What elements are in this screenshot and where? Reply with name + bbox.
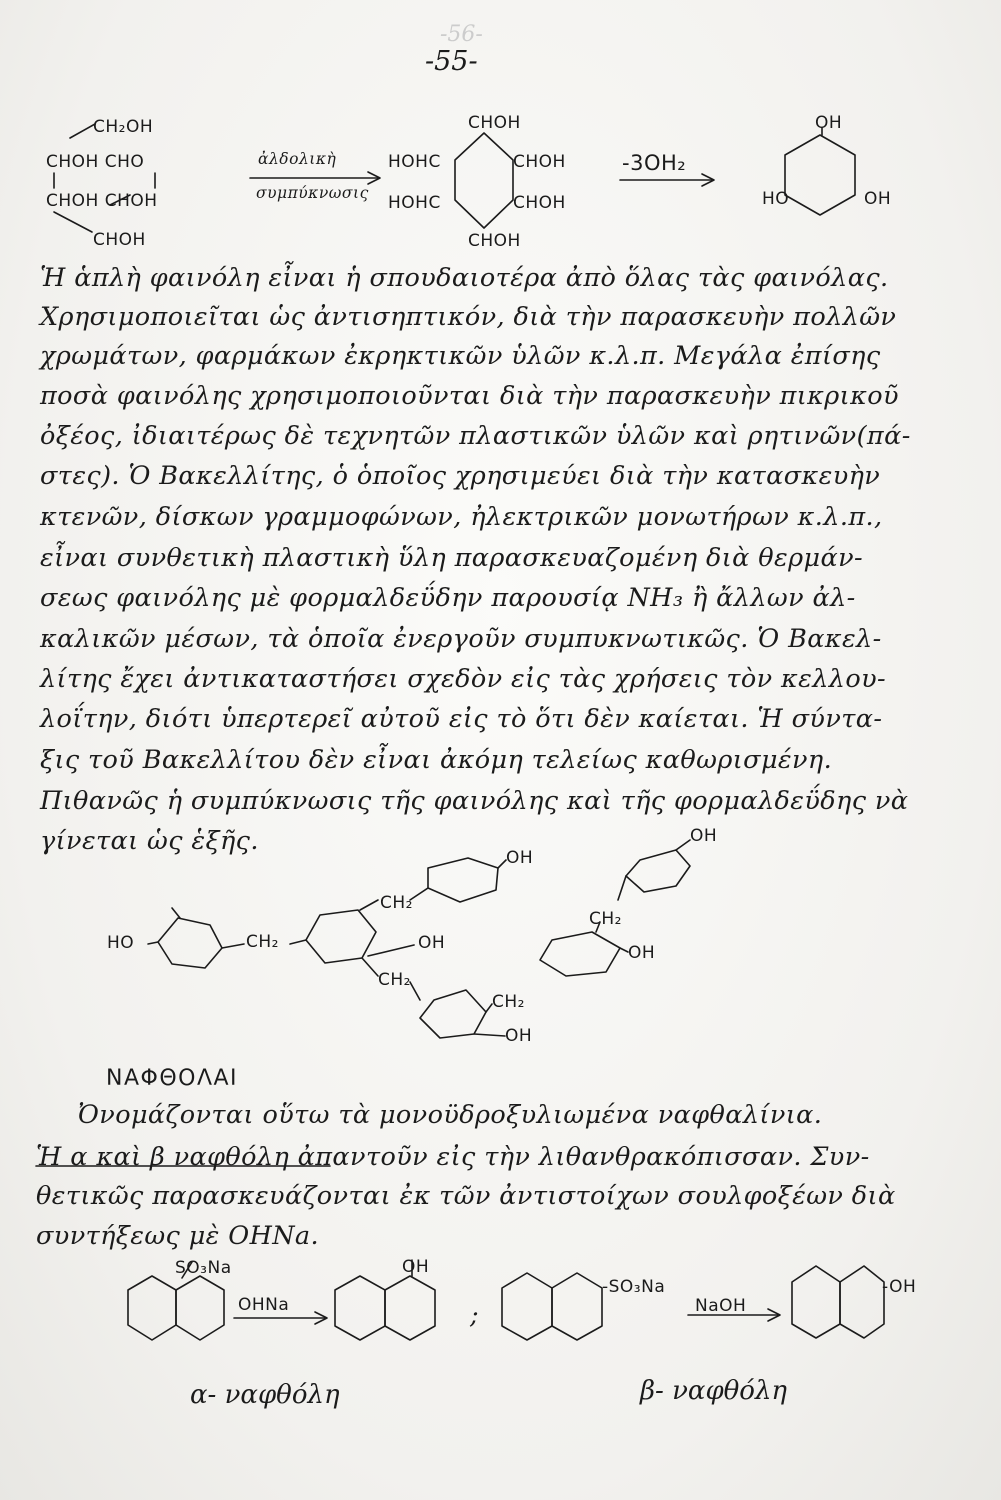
page-number: -55- (425, 46, 478, 77)
bakelite-ch2-2: CH₂ (380, 893, 413, 913)
bakelite-oh-1: OH (690, 826, 718, 846)
alpha-product-substituent: OH (402, 1257, 430, 1277)
beta-reactant-substituent: -SO₃Na (602, 1277, 666, 1297)
hexose-line-3: CHOH CHOH (46, 191, 158, 211)
bakelite-oh-4: OH (628, 943, 656, 963)
inositol-bottom: CHOH (468, 231, 521, 251)
inositol-left-lower: HOHC (388, 193, 441, 213)
para1-line-12: λοΐτην, διότι ὑπερτερεῖ αὐτοῦ εἰς τὸ ὅτι δὲν καίεται. Ἡ σύντα- (40, 704, 883, 734)
condensation-arrow-label: συμπύκνωσις (256, 184, 369, 202)
para1-line-15: γίνεται ὡς ἑξῆς. (40, 826, 259, 856)
phloroglucinol-ho-left: HO (762, 189, 790, 209)
hexose-line-4: CHOH (93, 230, 146, 250)
bakelite-oh-5: OH (505, 1026, 533, 1046)
section-heading: ΝΑΦΘΟΛΑΙ (106, 1066, 239, 1091)
para2-line-2: Ἡ α καὶ β ναφθόλη ἀπαντοῦν εἰς τὴν λιθανθρακόπισσαν. Συν- (36, 1142, 870, 1172)
bakelite-ch2-4: CH₂ (378, 970, 411, 990)
para1-line-9: σεως φαινόλης μὲ φορμαλδεΰδην παρουσίᾳ NH₃ ἢ ἄλλων ἀλ- (40, 583, 856, 613)
beta-product-substituent: -OH (882, 1277, 917, 1297)
para1-line-7: κτενῶν, δίσκων γραμμοφώνων, ἠλεκτρικῶν μονωτήρων κ.λ.π., (40, 502, 883, 532)
para1-line-6: στες). Ὁ Βακελλίτης, ὁ ὁποῖος χρησιμεύει διὰ τὴν κατασκευὴν (40, 461, 881, 491)
phloroglucinol-oh-right: OH (864, 189, 892, 209)
inositol-right-lower: CHOH (513, 193, 566, 213)
para1-line-14: Πιθανῶς ἡ συμπύκνωσις τῆς φαινόλης καὶ τῆς φορμαλδεΰδης νὰ (40, 786, 909, 816)
inositol-left-upper: HOHC (388, 152, 441, 172)
inositol-right-upper: CHOH (513, 152, 566, 172)
bakelite-ho-left: HO (107, 933, 135, 953)
bakelite-oh-2: OH (506, 848, 534, 868)
alpha-arrow-reagent: OHNa (238, 1295, 290, 1315)
para1-line-10: καλικῶν μέσων, τὰ ὁποῖα ἐνεργοῦν συμπυκνωτικῶς. Ὁ Βακελ- (40, 624, 882, 654)
para2-line-3: θετικῶς παρασκευάζονται ἐκ τῶν ἀντιστοίχων σουλφοξέων διὰ (36, 1181, 896, 1211)
alpha-naphthol-caption: α- ναφθόλη (190, 1380, 340, 1410)
para2-line-4: συντήξεως μὲ ΟΗΝa. (36, 1221, 320, 1251)
bakelite-ch2-3: CH₂ (589, 909, 622, 929)
scheme-separator: ; (470, 1300, 479, 1330)
bakelite-ch2-5: CH₂ (492, 992, 525, 1012)
hexose-line-1: CH₂OH (93, 117, 154, 137)
hexose-line-2: CHOH CHO (46, 152, 145, 172)
para1-line-8: εἶναι συνθετικὴ πλαστικὴ ὕλη παρασκευαζομένη διὰ θερμάν- (40, 543, 864, 573)
inositol-top: CHOH (468, 113, 521, 133)
water-loss-label: -3OH₂ (622, 151, 687, 175)
para1-line-13: ξις τοῦ Βακελλίτου δὲν εἶναι ἀκόμη τελείως καθωρισμένη. (40, 745, 833, 775)
bakelite-ch2-1: CH₂ (246, 932, 279, 952)
alpha-reactant-substituent: SO₃Na (175, 1258, 232, 1278)
para1-line-4: ποσὰ φαινόλης χρησιμοποιοῦνται διὰ τὴν παρασκευὴν πικρικοῦ (40, 381, 899, 411)
bakelite-oh-3: OH (418, 933, 446, 953)
beta-arrow-reagent: NaOH (695, 1296, 747, 1316)
ghost-page-number: -56- (440, 22, 483, 47)
para1-line-11: λίτης ἔχει ἀντικαταστήσει σχεδὸν εἰς τὰς χρήσεις τὸν κελλου- (40, 664, 887, 694)
para1-line-2: Χρησιμοποιεῖται ὡς ἀντισηπτικόν, διὰ τὴν παρασκευὴν πολλῶν (40, 302, 897, 332)
aldol-arrow-label: ἀλδολικὴ (258, 150, 337, 168)
phloroglucinol-oh-top: OH (815, 113, 843, 133)
para1-line-1: Ἡ ἁπλὴ φαινόλη εἶναι ἡ σπουδαιοτέρα ἀπὸ ὅλας τὰς φαινόλας. (40, 263, 889, 293)
beta-naphthol-caption: β- ναφθόλη (640, 1376, 788, 1406)
para2-line-1: Ὀνομάζονται οὕτω τὰ μονοϋδροξυλιωμένα ναφθαλίνια. (78, 1100, 823, 1130)
para1-line-5: ὀξέος, ἰδιαιτέρως δὲ τεχνητῶν πλαστικῶν ὑλῶν καὶ ρητινῶν(πά- (40, 421, 911, 451)
para1-line-3: χρωμάτων, φαρμάκων ἐκρηκτικῶν ὑλῶν κ.λ.π. Μεγάλα ἐπίσης (40, 341, 881, 371)
